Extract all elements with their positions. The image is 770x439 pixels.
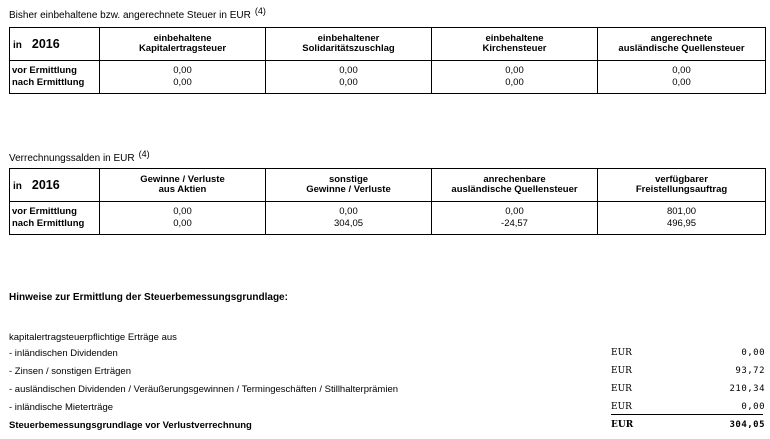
total-label: Steuerbemessungsgrundlage vor Verlustverrechnung [9,420,252,431]
balances-footnote: (4) [138,149,150,159]
value-cell [100,61,266,94]
value-after: 0,00 [505,77,524,88]
year-cell [10,28,100,61]
value-before: 0,00 [339,65,358,76]
value-before: 0,00 [173,206,192,217]
col-header [432,169,598,202]
row-labels [10,61,100,94]
col-header [266,169,432,202]
col-header [598,169,766,202]
value-cell [598,202,766,235]
col-header-line1: Gewinne / Verluste [140,174,225,185]
income-line-label: - inländischen Dividenden [9,348,118,359]
withheld-table [9,27,766,94]
income-line-amount: 93,72 [735,366,765,376]
value-after: -24,57 [501,218,528,229]
sum-rule [611,414,763,415]
income-line [9,366,765,380]
row-label-before: vor Ermittlung [12,206,77,217]
income-line-amount: 0,00 [741,348,765,358]
income-line-label: - ausländischen Dividenden / Veräußerungsgewinnen / Termingeschäften / Stillhalterprämien [9,384,399,395]
income-line-currency: EUR [611,402,632,412]
value-cell [598,61,766,94]
value-after: 496,95 [666,218,697,229]
income-line [9,348,765,362]
value-after: 0,00 [339,77,358,88]
col-header-line2: ausländische Quellensteuer [618,43,745,54]
col-header [598,28,766,61]
row-label-after: nach Ermittlung [12,77,85,88]
income-line-currency: EUR [611,384,632,394]
value-before: 801,00 [666,206,697,217]
row-labels [10,202,100,235]
col-header-line1: einbehaltene [485,33,544,44]
value-before: 0,00 [672,65,691,76]
value-before: 0,00 [505,206,524,217]
value-before: 0,00 [505,65,524,76]
year-cell [10,169,100,202]
withheld-footnote: (4) [254,6,266,16]
col-header [100,169,266,202]
value-after: 0,00 [173,218,192,229]
col-header-line2: Kirchensteuer [482,43,547,54]
col-header-line2: ausländische Quellensteuer [451,184,578,195]
value-after: 0,00 [173,77,192,88]
row-label-before: vor Ermittlung [12,65,77,76]
value-before: 0,00 [339,206,358,217]
total-line [9,420,765,434]
col-header-line1: angerechnete [650,33,713,44]
year-value: 2016 [31,178,60,192]
income-line-amount: 0,00 [741,402,765,412]
col-header [432,28,598,61]
total-amount: 304,05 [729,420,765,430]
notes-title: Hinweise zur Ermittlung der Steuerbemessungsgrundlage: [9,292,288,303]
value-cell [266,202,432,235]
balances-section-title [9,149,150,164]
income-line-amount: 210,34 [729,384,765,394]
withheld-title-text: Bisher einbehaltene bzw. angerechnete Steuer in EUR [9,10,251,21]
withheld-section-title [9,6,266,21]
value-after: 304,05 [333,218,364,229]
value-cell [100,202,266,235]
col-header-line2: Freistellungsauftrag [635,184,728,195]
value-before: 0,00 [173,65,192,76]
col-header-line2: Gewinne / Verluste [306,184,391,195]
year-prefix: in [13,181,22,192]
col-header-line1: sonstige [328,174,369,185]
income-line-label: - Zinsen / sonstigen Erträgen [9,366,131,377]
row-label-after: nach Ermittlung [12,218,85,229]
value-cell [432,202,598,235]
income-line [9,384,765,398]
col-header-line2: Kapitalertragsteuer [138,43,227,54]
col-header-line1: verfügbarer [655,174,708,185]
income-line-label: - inländische Mieterträge [9,402,114,413]
income-line-currency: EUR [611,348,632,358]
total-currency: EUR [611,420,634,430]
balances-title-text: Verrechnungssalden in EUR [9,153,135,164]
col-header [266,28,432,61]
notes-caption: kapitalertragsteuerpflichtige Erträge aus [9,332,177,343]
col-header-line2: Solidaritätszuschlag [302,43,395,54]
income-line [9,402,765,416]
year-prefix: in [13,40,22,51]
value-cell [266,61,432,94]
col-header-line1: anrechenbare [483,174,546,185]
value-after: 0,00 [672,77,691,88]
col-header-line2: aus Aktien [158,184,207,195]
balances-table [9,168,766,235]
value-cell [432,61,598,94]
col-header-line1: einbehaltener [317,33,380,44]
col-header [100,28,266,61]
col-header-line1: einbehaltene [153,33,212,44]
income-line-currency: EUR [611,366,632,376]
year-value: 2016 [31,37,60,51]
